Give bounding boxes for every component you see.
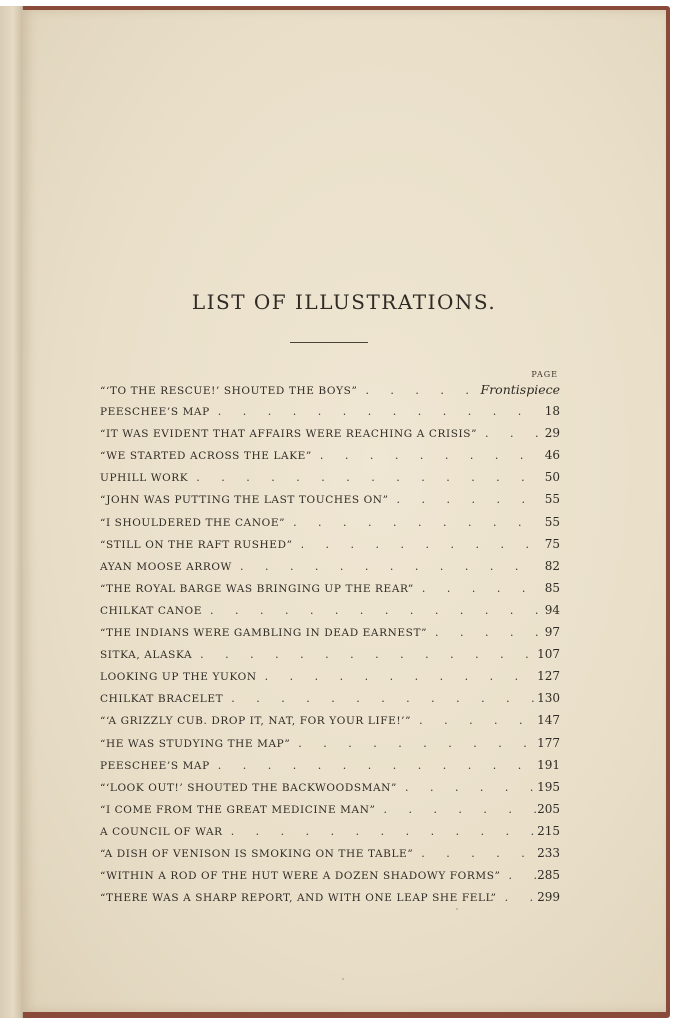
illustration-title: “STILL ON THE RAFT RUSHED” bbox=[100, 538, 293, 551]
list-item bbox=[100, 669, 560, 691]
illustration-page-number: 195 bbox=[537, 779, 560, 794]
illustration-page-number: 75 bbox=[544, 536, 560, 551]
illustration-page-number: 299 bbox=[537, 890, 560, 905]
illustration-title: UPHILL WORK bbox=[100, 472, 189, 485]
title-rule-divider bbox=[290, 342, 368, 343]
dot-leader bbox=[477, 427, 538, 440]
illustration-page-number: 46 bbox=[544, 448, 560, 463]
list-item bbox=[100, 824, 560, 846]
dot-leader bbox=[501, 869, 538, 882]
illustration-title: “WITHIN A ROD OF THE HUT WERE A DOZEN SHADOWY FORMS” bbox=[100, 870, 501, 883]
illustration-title: “‘LOOK OUT!’ SHOUTED THE BACKWOODSMAN” bbox=[100, 781, 397, 794]
list-item bbox=[100, 802, 560, 824]
illustration-page-number: 205 bbox=[537, 801, 560, 816]
book-page bbox=[22, 10, 666, 1012]
paper-speck bbox=[456, 908, 458, 910]
list-item bbox=[100, 426, 560, 448]
list-item bbox=[100, 780, 560, 802]
page-title: LIST OF ILLUSTRATIONS. bbox=[191, 290, 497, 314]
dot-leader bbox=[427, 626, 538, 639]
illustration-title: “HE WAS STUDYING THE MAP” bbox=[100, 737, 291, 750]
illustration-page-number: Frontispiece bbox=[480, 382, 560, 397]
illustration-page-number: 177 bbox=[537, 735, 560, 750]
illustration-page-number: 55 bbox=[544, 514, 560, 529]
list-item bbox=[100, 713, 560, 735]
illustration-title: PEESCHEE’S MAP bbox=[100, 759, 210, 772]
list-item bbox=[100, 470, 560, 492]
list-item bbox=[100, 758, 560, 780]
list-item bbox=[100, 581, 560, 603]
dot-leader bbox=[232, 560, 538, 573]
list-item bbox=[100, 890, 560, 912]
dot-leader bbox=[202, 604, 538, 617]
list-item bbox=[100, 868, 560, 890]
page-gutter bbox=[0, 6, 23, 1018]
list-item bbox=[100, 603, 560, 625]
illustration-title: A COUNCIL OF WAR bbox=[100, 825, 223, 838]
dot-leader bbox=[210, 759, 537, 772]
illustration-title: “A DISH OF VENISON IS SMOKING ON THE TABLE” bbox=[100, 847, 414, 860]
dot-leader bbox=[413, 847, 537, 860]
dot-leader bbox=[223, 825, 537, 838]
list-item bbox=[100, 691, 560, 713]
dot-leader bbox=[290, 737, 537, 750]
dot-leader bbox=[188, 471, 538, 484]
illustration-title: SITKA, ALASKA bbox=[100, 649, 193, 662]
illustration-page-number: 94 bbox=[544, 602, 560, 617]
illustration-page-number: 107 bbox=[537, 647, 560, 662]
illustration-page-number: 285 bbox=[537, 868, 560, 883]
dot-leader bbox=[257, 670, 537, 683]
illustrations-list bbox=[100, 382, 560, 912]
illustration-page-number: 215 bbox=[537, 823, 560, 838]
list-item bbox=[100, 492, 560, 514]
dot-leader bbox=[497, 891, 537, 904]
dot-leader bbox=[285, 516, 538, 529]
illustration-title: CHILKAT BRACELET bbox=[100, 693, 224, 706]
illustration-title: “I SHOULDERED THE CANOE” bbox=[100, 516, 286, 529]
dot-leader bbox=[210, 405, 538, 418]
illustration-title: PEESCHEE’S MAP bbox=[100, 406, 210, 419]
paper-speck bbox=[342, 978, 344, 980]
dot-leader bbox=[192, 648, 537, 661]
dot-leader bbox=[375, 803, 537, 816]
illustration-title: “‘A GRIZZLY CUB. DROP IT, NAT, FOR YOUR LIFE!’” bbox=[100, 715, 412, 728]
illustration-page-number: 55 bbox=[544, 492, 560, 507]
list-item bbox=[100, 382, 560, 404]
illustration-title: CHILKAT CANOE bbox=[100, 604, 202, 617]
list-item bbox=[100, 559, 560, 581]
illustration-page-number: 130 bbox=[537, 691, 560, 706]
illustration-title: AYAN MOOSE ARROW bbox=[100, 560, 232, 573]
illustration-title: “WE STARTED ACROSS THE LAKE” bbox=[100, 450, 312, 463]
illustration-title: “THE INDIANS WERE GAMBLING IN DEAD EARNEST” bbox=[100, 627, 428, 640]
illustration-title: “JOHN WAS PUTTING THE LAST TOUCHES ON” bbox=[100, 494, 389, 507]
dot-leader bbox=[312, 449, 538, 462]
illustration-title: LOOKING UP THE YUKON bbox=[100, 671, 257, 684]
illustration-page-number: 147 bbox=[537, 713, 560, 728]
dot-leader bbox=[293, 538, 538, 551]
list-item bbox=[100, 625, 560, 647]
list-item bbox=[100, 736, 560, 758]
list-item bbox=[100, 515, 560, 537]
list-item bbox=[100, 537, 560, 559]
illustration-page-number: 50 bbox=[544, 470, 560, 485]
illustration-page-number: 233 bbox=[537, 845, 560, 860]
illustration-page-number: 127 bbox=[537, 669, 560, 684]
list-item bbox=[100, 647, 560, 669]
illustration-page-number: 85 bbox=[544, 580, 560, 595]
list-item bbox=[100, 404, 560, 426]
illustration-page-number: 97 bbox=[544, 625, 560, 640]
dot-leader bbox=[397, 781, 537, 794]
illustration-title: “IT WAS EVIDENT THAT AFFAIRS WERE REACHING A CRISIS” bbox=[100, 428, 478, 441]
illustration-page-number: 18 bbox=[544, 404, 560, 419]
page-column-label: PAGE bbox=[531, 370, 558, 379]
illustration-page-number: 191 bbox=[537, 757, 560, 772]
illustration-title: “THERE WAS A SHARP REPORT, AND WITH ONE LEAP SHE FELL” bbox=[100, 892, 497, 905]
dot-leader bbox=[389, 493, 538, 506]
illustration-title: “I COME FROM THE GREAT MEDICINE MAN” bbox=[100, 803, 376, 816]
dot-leader bbox=[357, 384, 480, 397]
dot-leader bbox=[223, 692, 537, 705]
illustration-title: “‘TO THE RESCUE!’ SHOUTED THE BOYS” bbox=[100, 385, 358, 397]
list-item bbox=[100, 846, 560, 868]
dot-leader bbox=[411, 714, 537, 727]
dot-leader bbox=[414, 582, 538, 595]
list-item bbox=[100, 448, 560, 470]
illustration-title: “THE ROYAL BARGE WAS BRINGING UP THE REAR” bbox=[100, 582, 414, 595]
illustration-page-number: 29 bbox=[544, 426, 560, 441]
illustration-page-number: 82 bbox=[544, 558, 560, 573]
